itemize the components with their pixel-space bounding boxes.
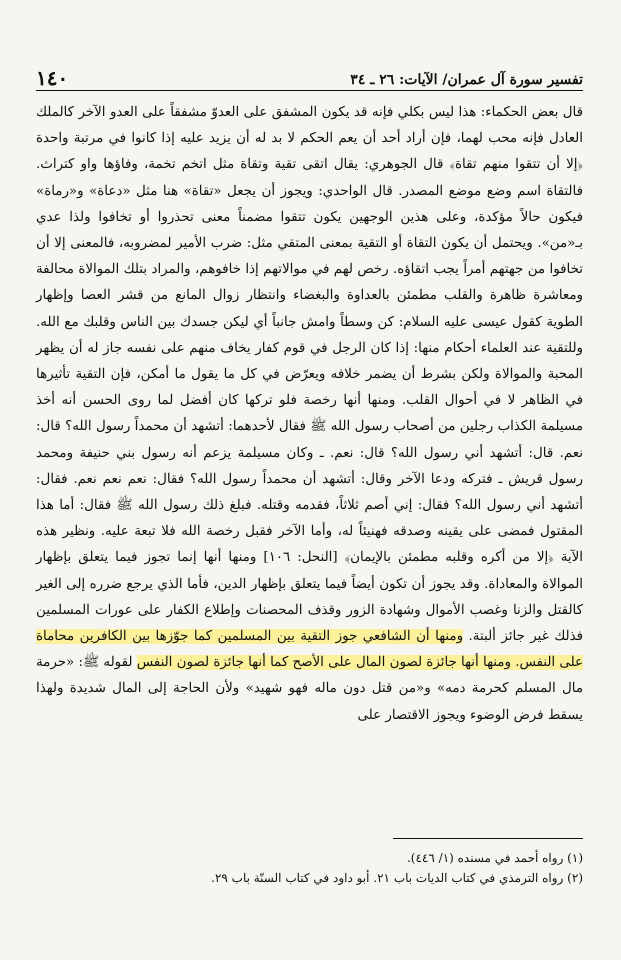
- footnotes: [36, 848, 583, 888]
- footnote-divider: [393, 838, 583, 839]
- body-text: [36, 100, 583, 729]
- highlighted-passage: ومنها أن الشافعي جوز التقية بين المسلمين كما جوّزها بين الكافرين محاماة على النفس. ومنها أنها جائزة لصون المال على الأصح كما أنها جائزة لصون النفس: [36, 629, 583, 671]
- page-header: [36, 64, 583, 91]
- running-title: تفسير سورة آل عمران/ الآيات: ٢٦ ـ ٣٤: [350, 72, 583, 88]
- page-number: ١٤٠: [36, 66, 69, 90]
- footnote-2: (٢) رواه الترمذي في كتاب الديات باب ٢١. أبو داود في كتاب السنّة باب ٢٩.: [211, 871, 583, 885]
- main-paragraph: [36, 100, 583, 729]
- footnote-1: (١) رواه أحمد في مسنده (١/ ٤٤٦).: [406, 851, 583, 865]
- paragraph-text: قال بعض الحكماء: هذا ليس بكلي فإنه قد يكون المشفق على العدوّ مشفقاً على العدو الآخر كالملك العادل فإنه محب لهما، فإن أراد أحد أن يعم الحكم لا بد له أن يزيد عليه إذا كانوا في مرتبة واحدة ﴿إلا أن تتقوا منهم تقاة﴾ قال الجوهري: يقال اتقى تقية وتقاة مثل اتخم تخمة، وفاؤها واو كتراث. فالتقاة اسم وضع موضع المصدر. قال الواحدي: ويجوز أن يجعل «تقاة» هنا مثل «دعاة» و«رماة» فيكون حالاً مؤكدة، وعلى هذين الوجهين يكون تتقوا مضمناً معنى تحذروا أو تخافوا ولذا عدي بـ«من». ويحتمل أن يكون التقاة أو التقية بمعنى المتقي مثل: ضرب الأمير لمضروبه، فالمعنى إلا أن تخافوا من جهتهم أمراً يجب اتقاؤه. رخص لهم في موالاتهم إذا خافوهم، والمراد بتلك الموالاة محالفة ومعاشرة ظاهرة والقلب مطمئن بالعداوة والبغضاء وانتظار زوال المانع من قشر العصا وإظهار الطوية كقول عيسى عليه السلام: كن وسطاً وامش جانباً أي ليكن جسدك بين الناس وقلبك مع الله. وللتقية عند العلماء أحكام منها: إذا كان الرجل في قوم كفار يخاف منهم على نفسه جاز له أن يظهر المحبة والموالاة ولكن بشرط أن يضمر خلافه ويعرّض في كل ما يقول ما أمكن، فإن التقية تأثيرها في الظاهر لا في أحوال القلب. ومنها أنها رخصة فلو تركها كان أفضل لما روى الحسن أنه أخذ مسيلمة الكذاب رجلين من أصحاب رسول الله ﷺ فقال لأحدهما: أتشهد أن محمداً رسول الله؟ قال: نعم. قال: أتشهد أني رسول الله؟ قال: نعم. ـ وكان مسيلمة يزعم أنه رسول بني حنيفة ومحمد رسول قريش ـ فتركه ودعا الآخر وقال: أتشهد أن محمداً رسول الله؟ فقال: نعم نعم نعم. فقال: أتشهد أني رسول الله؟ فقال: إني أصم ثلاثاً، فقدمه وقتله. فبلغ ذلك رسول الله ﷺ فقال: أما هذا المقتول فمضى على يقينه وصدقه فهنيئاً له، وأما الآخر فقبل رخصة الله فلا تبعة عليه. ونظير هذه الآية ﴿إلا من أكره وقلبه مطمئن بالإيمان﴾ [النحل: ١٠٦] ومنها أنها إنما تجوز فيما يتعلق بإظهار الموالاة والمعاداة. وقد يجوز أن تكون أيضاً فيما يتعلق بإظهار الدين، فأما الذي يرجع ضرره إلى الغير كالقتل والزنا وغصب الأموال وشهادة الزور وقذف المحصنات وإطلاع الكفار على عورات المسلمين فذلك غير جائز ألبتة.: [36, 105, 584, 645]
- paragraph-continuation: لقوله ﷺ: «حرمة مال المسلم كحرمة دمه» و«من قتل دون ماله فهو شهيد» ولأن الحاجة إلى المال شديدة ولهذا يسقط فرض الوضوء ويجوز الاقتصار على: [36, 655, 583, 723]
